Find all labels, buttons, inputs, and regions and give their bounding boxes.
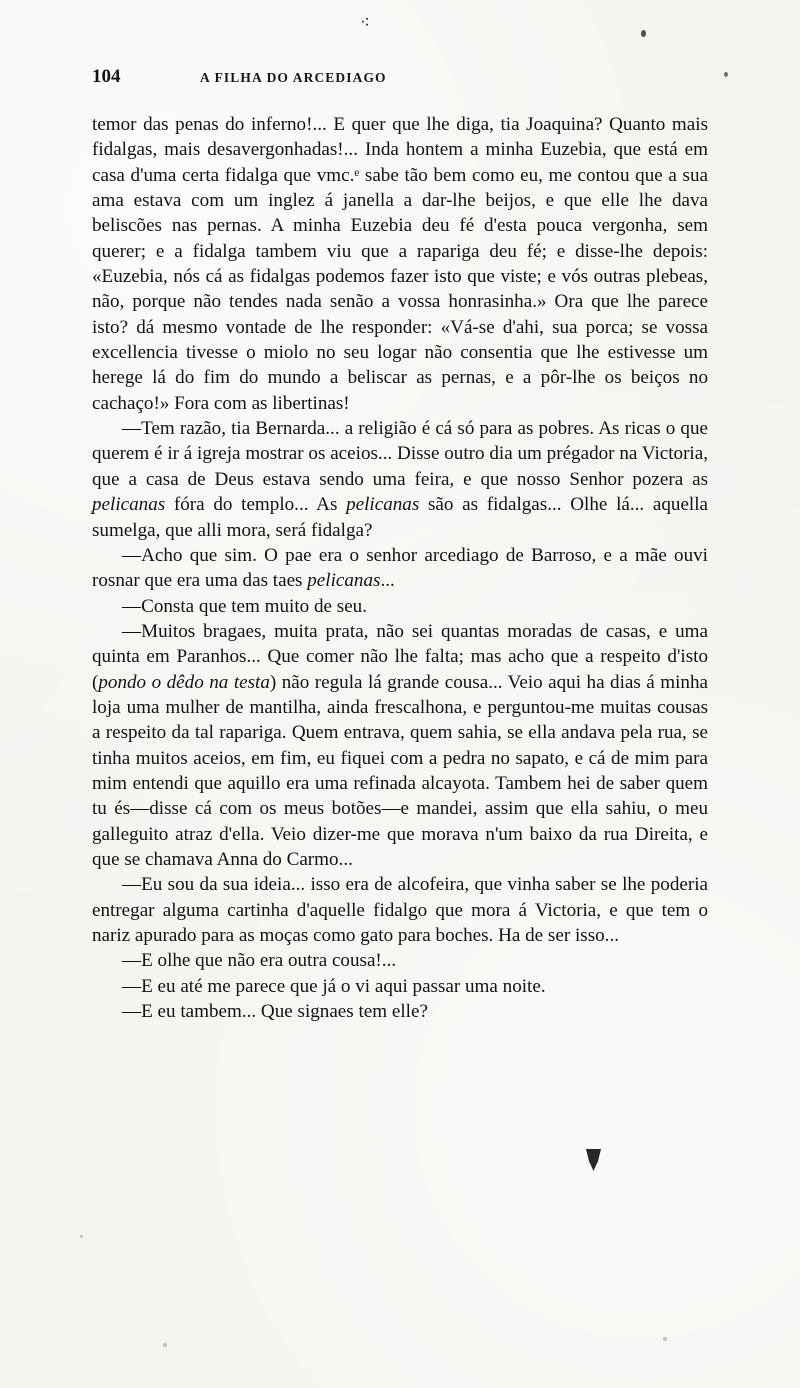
page-number: 104 bbox=[92, 66, 121, 87]
paragraph: —Muitos bragaes, muita prata, não sei quantas moradas de casas, e uma quinta em Paranhos... Que comer não lhe falta; mas acho que a respeito d'isto (pondo o dêdo na testa) não regula lá grande cousa... Veio aqui ha dias á minha loja uma mulher de mantilha, ainda frescalhona, e perguntou-me muitas cousas a respeito da tal rapariga. Quem entrava, quem sahia, se ella andava pela rua, se tinha muitos aceios, em fim, eu fiquei com a pedra no sapato, e cá de mim para mim entendi que aquillo era uma refinada alcayota. Tambem hei de saber quem tu és—disse cá com os meus botões—e mandei, assim que ella sahiu, o meu galleguito atraz d'ella. Veio dizer-me que morava n'um baixo da rua Direita, e que se chamava Anna do Carmo... bbox=[92, 620, 708, 870]
ink-smudge-icon: ⁖ bbox=[360, 13, 370, 32]
ink-dot-icon bbox=[724, 72, 728, 77]
paragraph: —Eu sou da sua ideia... isso era de alcofeira, que vinha saber se lhe poderia entregar alguma cartinha d'aquelle fidalgo que mora á Victoria, e que tem o nariz apurado para as moças como gato para boches. Ha de ser isso... bbox=[92, 874, 708, 946]
ink-blot-icon bbox=[586, 1149, 601, 1171]
paragraph: —Tem razão, tia Bernarda... a religião é cá só para as pobres. As ricas o que querem é ir á igreja mostrar os aceios... Disse outro dia um prégador na Victoria, que a casa de Deus estava sendo uma feira, e que nosso Senhor pozera as pelicanas fóra do templo... As pelicanas são as fidalgas... Olhe lá... aquella sumelga, que alli mora, será fidalga? bbox=[92, 418, 709, 541]
running-title: A FILHA DO ARCEDIAGO bbox=[200, 70, 387, 85]
body-text bbox=[92, 112, 708, 1024]
paragraph: —E olhe que não era outra cousa!... bbox=[122, 950, 397, 972]
paragraph: —E eu tambem... Que signaes tem elle? bbox=[122, 1001, 428, 1023]
paper-speck bbox=[163, 1343, 167, 1347]
paragraph: —Consta que tem muito de seu. bbox=[122, 595, 368, 617]
paragraph: —Acho que sim. O pae era o senhor arcediago de Barroso, e a mãe ouvi rosnar que era uma das taes pelicanas... bbox=[92, 544, 708, 592]
paragraph: —E eu até me parece que já o vi aqui passar uma noite. bbox=[122, 975, 546, 997]
page-header bbox=[92, 66, 708, 88]
paper-speck bbox=[80, 1235, 83, 1238]
paragraph: temor das penas do inferno!... E quer que lhe diga, tia Joaquina? Quanto mais fidalgas, mais desavergonhadas!... Inda hontem a minha Euzebia, que está em casa d'uma certa fidalga que vmc.ᵉ sabe tão bem como eu, me contou que a sua ama estava com um inglez á janella a dar-lhe beijos, e que elle lhe dava beliscões nas pernas. A minha Euzebia deu fé d'esta pouca vergonha, sem querer; e a fidalga tambem viu que a rapariga deu fé; e disse-lhe depois: «Euzebia, nós cá as fidalgas podemos fazer isto que viste; e vós outras plebeas, não, porque não tendes nada senão a vossa honrasinha.» Ora que lhe parece isto? dá mesmo vontade de lhe responder: «Vá-se d'ahi, sua porca; se vossa excellencia tivesse o miolo no seu logar não consentia que lhe estivesse um herege lá do fim do mundo a beliscar as pernas, e a pôr-lhe os beiços no cachaço!» Fora com as libertinas! bbox=[92, 114, 708, 414]
ink-dot-icon bbox=[641, 30, 646, 37]
paper-speck bbox=[663, 1337, 667, 1341]
